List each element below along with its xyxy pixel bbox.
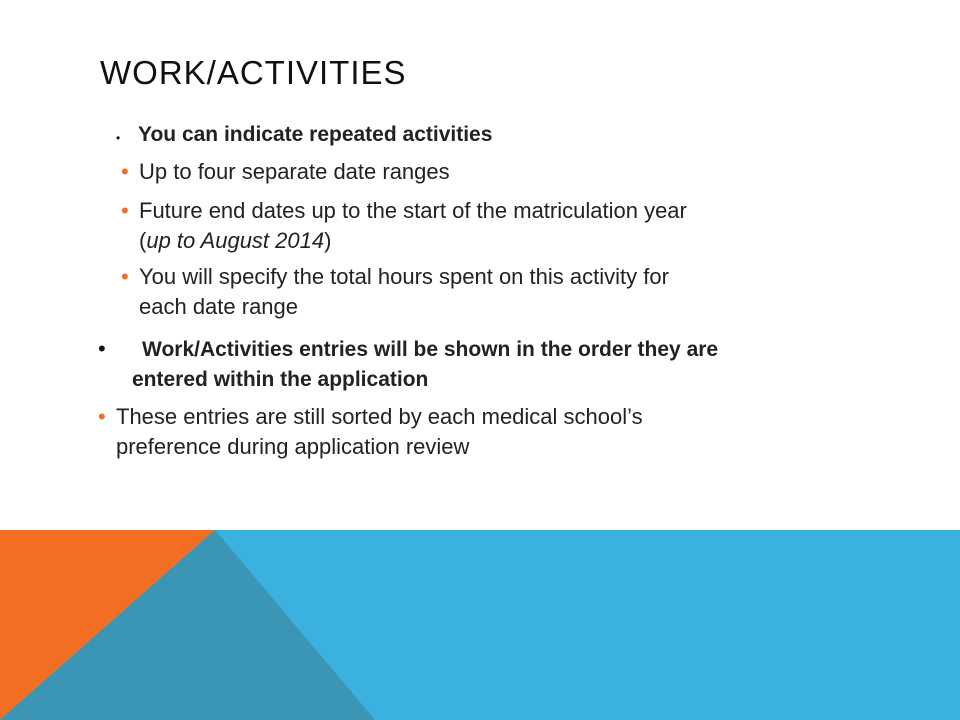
bullet-dot: •: [121, 159, 129, 184]
bullet-dot: •: [121, 198, 129, 223]
italic-date: up to August 2014: [146, 228, 325, 253]
bullet-sorted-by-school: [116, 402, 643, 462]
bullet-total-hours: [139, 262, 669, 322]
bullet-date-ranges: [139, 157, 450, 187]
bullet-text-line2: each date range: [139, 294, 299, 319]
bullet-text: You can indicate repeated activities: [138, 123, 493, 146]
bullet-text-line1: You will specify the total hours spent on this activity for: [139, 264, 669, 289]
bullet-repeated-activities: [138, 120, 492, 150]
bullet-text-line2: entered within the application: [132, 368, 429, 391]
bullet-text-line1: Work/Activities entries will be shown in the order they are: [142, 338, 719, 361]
bullet-dot: •: [116, 131, 121, 145]
bullet-dot: •: [98, 404, 106, 429]
bullet-text-line1: Future end dates up to the start of the matriculation year: [139, 198, 687, 223]
bullet-text: Up to four separate date ranges: [139, 159, 450, 184]
bullet-text-line2: (up to August 2014): [139, 228, 332, 253]
bullet-dot: •: [121, 264, 129, 289]
bullet-entry-order: [132, 335, 718, 395]
slide-title: WORK/ACTIVITIES: [100, 54, 407, 91]
bullet-text-line1: These entries are still sorted by each medical school’s: [116, 404, 643, 429]
bullet-future-end-dates: [139, 196, 687, 256]
bullet-dot: •: [98, 336, 106, 361]
bullet-text-line2: preference during application review: [116, 434, 470, 459]
